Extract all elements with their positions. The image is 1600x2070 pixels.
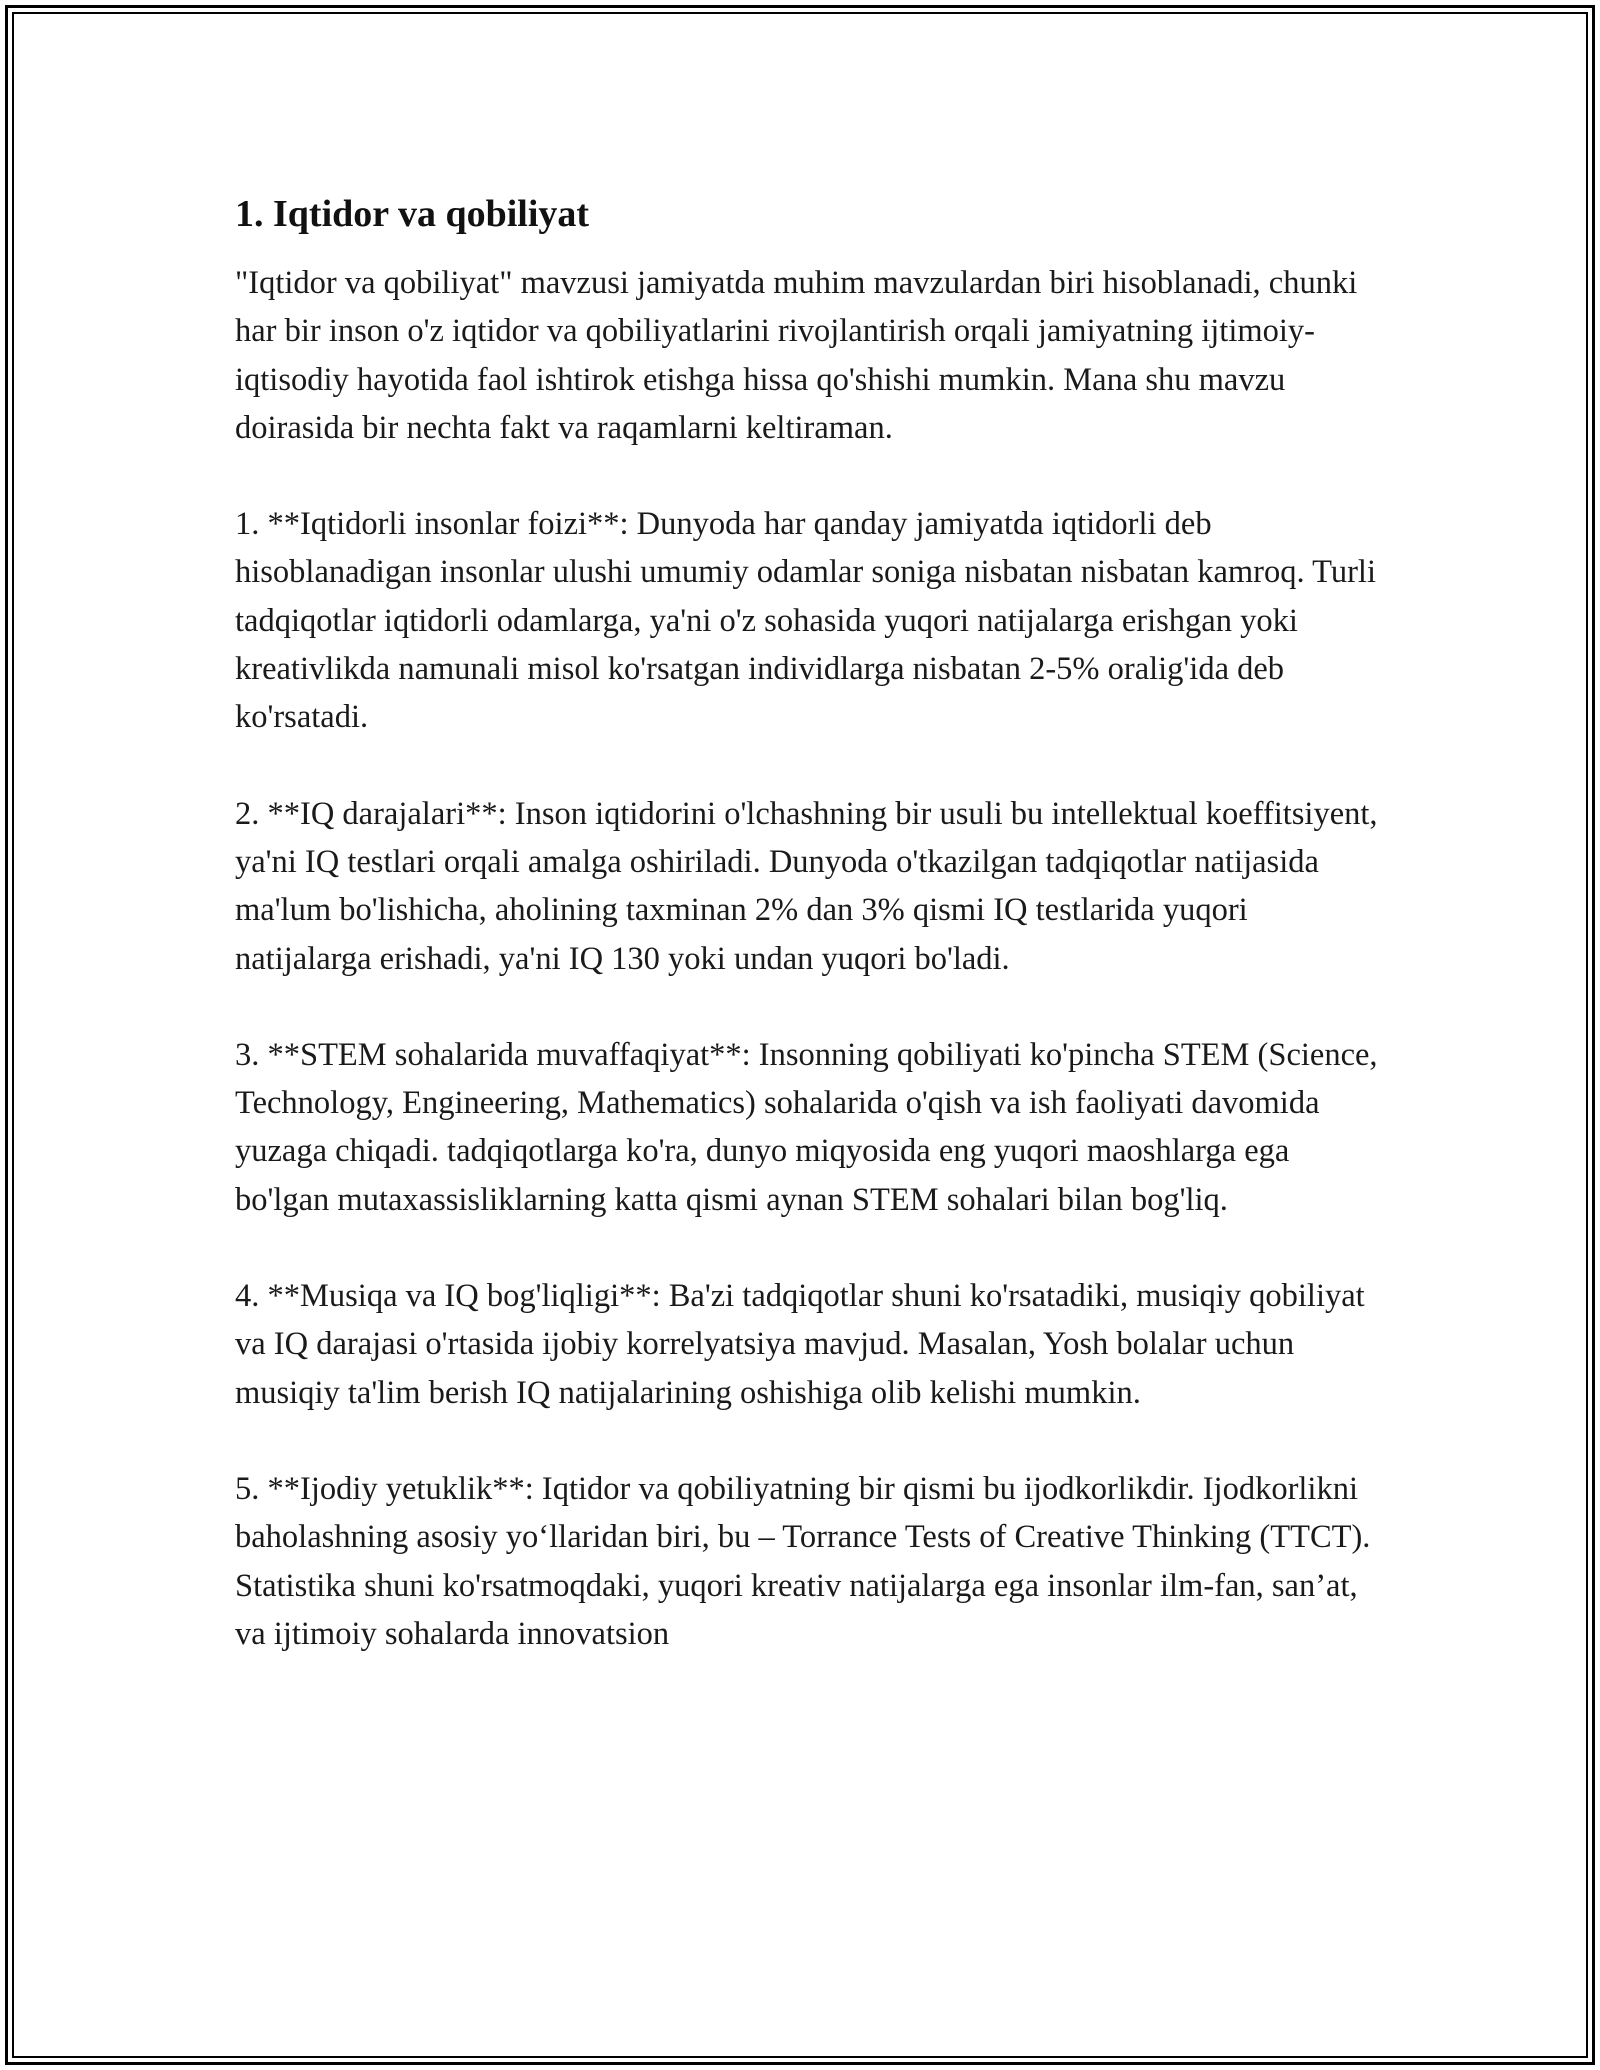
section-heading: 1. Iqtidor va qobiliyat <box>235 193 590 235</box>
point-paragraph-3: 3. **STEM sohalarida muvaffaqiyat**: Insonning qobiliyati ko'pincha STEM (Science, Technology, Engineering, Mathematics) sohalarida o'qish va ish faoliyati davomida yuzaga chiqadi. tadqiqotlarga ko'ra, dunyo miqyosida eng yuqori maoshlarga ega bo'lgan mutaxassisliklarning katta qismi aynan STEM sohalari bilan bog'liq. <box>235 1036 1378 1218</box>
document-body <box>235 188 1385 1706</box>
point-paragraph-5: 5. **Ijodiy yetuklik**: Iqtidor va qobiliyatning bir qismi bu ijodkorlikdir. Ijodkorlikni baholashning asosiy yo‘llaridan biri, bu – Torrance Tests of Creative Thinking (TTCT). Statistika shuni ko'rsatmoqdaki, yuqori kreativ natijalarga ega insonlar ilm-fan, san’at, va ijtimoiy sohalarda innovatsion <box>235 1470 1371 1652</box>
point-paragraph-1: 1. **Iqtidorli insonlar foizi**: Dunyoda har qanday jamiyatda iqtidorli deb hisoblanadigan insonlar ulushi umumiy odamlar soniga nisbatan nisbatan kamroq. Turli tadqiqotlar iqtidorli odamlarga, ya'ni o'z sohasida yuqori natijalarga erishgan yoki kreativlikda namunali misol ko'rsatgan individlarga nisbatan 2-5% oralig'ida deb ko'rsatadi. <box>235 506 1376 736</box>
intro-paragraph: "Iqtidor va qobiliyat" mavzusi jamiyatda muhim mavzulardan biri hisoblanadi, chunki har bir inson o'z iqtidor va qobiliyatlarini rivojlantirish orqali jamiyatning ijtimoiy-iqtisodiy hayotida faol ishtirok etishga hissa qo'shishi mumkin. Mana shu mavzu doirasida bir nechta fakt va raqamlarni keltiraman. <box>235 265 1358 446</box>
point-paragraph-2: 2. **IQ darajalari**: Inson iqtidorini o'lchashning bir usuli bu intellektual koeffitsiyent, ya'ni IQ testlari orqali amalga oshiriladi. Dunyoda o'tkazilgan tadqiqotlar natijasida ma'lum bo'lishicha, aholining taxminan 2% dan 3% qismi IQ testlarida yuqori natijalarga erishadi, ya'ni IQ 130 yoki undan yuqori bo'ladi. <box>235 795 1378 977</box>
point-paragraph-4: 4. **Musiqa va IQ bog'liqligi**: Ba'zi tadqiqotlar shuni ko'rsatadiki, musiqiy qobiliyat va IQ darajasi o'rtasida ijobiy korrelyatsiya mavjud. Masalan, Yosh bolalar uchun musiqiy ta'lim berish IQ natijalarining oshishiga olib kelishi mumkin. <box>235 1278 1365 1411</box>
